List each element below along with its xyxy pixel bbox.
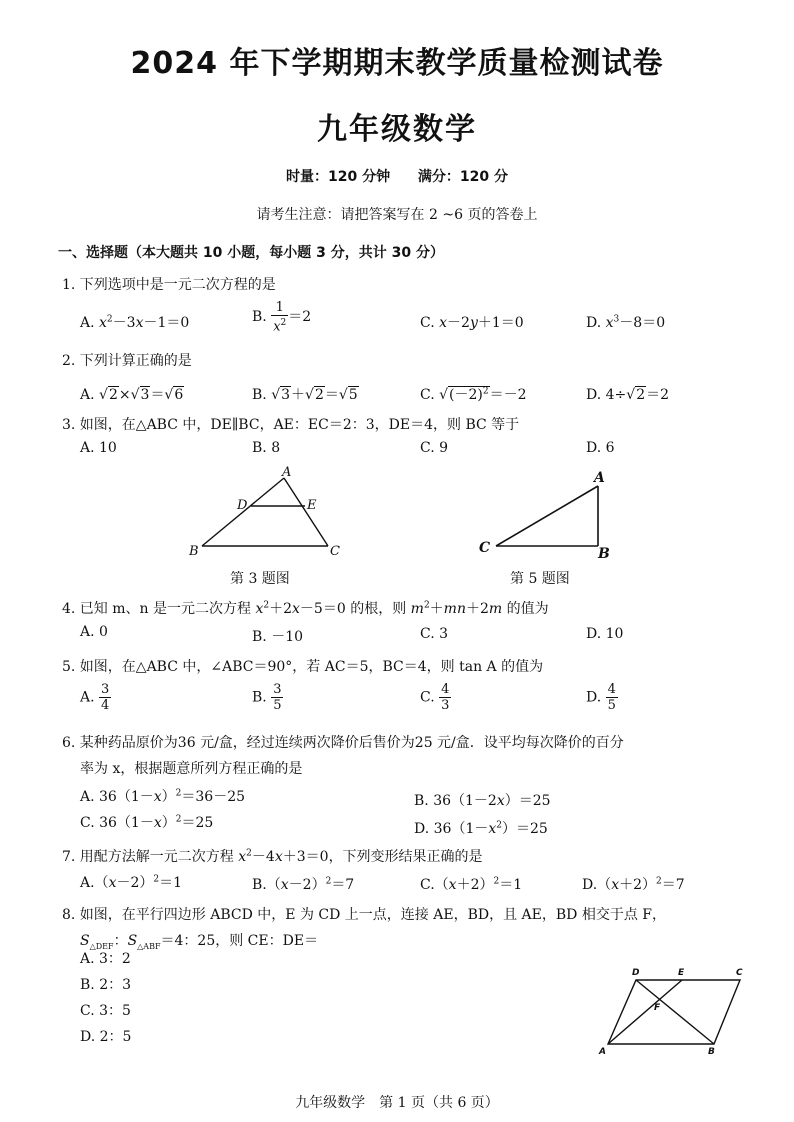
fig8-label-d: D <box>632 968 640 978</box>
fig3-label-a: A <box>282 465 292 480</box>
q7-stem-post: ，下列变形结果正确的是 <box>328 849 483 865</box>
exam-meta <box>0 166 794 186</box>
duration: 时量：120 分钟 <box>286 169 391 185</box>
q7-option-a: $A.(x-2)^2=1$ <box>80 874 183 891</box>
q6-stem-line2: 率为 x，根据题意所列方程正确的是 <box>80 761 303 777</box>
fig8-label-b: B <box>708 1047 715 1057</box>
q5-option-a: A. $\frac{3}{4}$ <box>80 682 110 713</box>
q4-stem-pre: 4. 已知 m、n 是一元二次方程 <box>62 601 256 617</box>
q8-option-d: D. 2：5 <box>80 1029 132 1045</box>
fig5-label-a: A <box>594 470 605 486</box>
q5-stem: 5. 如图，在△ABC 中，∠ABC＝90°，若 AC＝5，BC＝4，则 tan A 的值为 <box>62 659 544 675</box>
q4-stem-end: 的值为 <box>502 601 549 617</box>
figure-5 <box>470 466 620 562</box>
q7-stem: 7. 用配方法解一元二次方程 $x^2-4x+3=0$，下列变形结果正确的是 <box>62 848 483 865</box>
fig8-label-a: A <box>599 1047 606 1057</box>
q8-stem-end: ＝4：25，则 CE：DE＝ <box>160 933 319 949</box>
q1-option-c: C. x－2y＋1＝0 <box>420 315 524 331</box>
q2-option-a: A. √2×√3＝√6 <box>80 387 184 403</box>
q3-stem: 3. 如图，在△ABC 中，DE∥BC，AE：EC＝2：3，DE＝4，则 BC 等于 <box>62 417 520 433</box>
q4-option-b: B. －10 <box>252 629 304 645</box>
q3-option-a: A. 10 <box>80 440 117 456</box>
exam-subject: 九年级数学 <box>317 112 477 147</box>
fig3-label-c: C <box>330 544 340 559</box>
q8-option-c: C. 3：5 <box>80 1003 131 1019</box>
q2-option-c: C. $√(-2)^2=-2$ <box>420 386 527 403</box>
q8-option-b: B. 2：3 <box>80 977 132 993</box>
q1-option-d: D. $x^3-8=0$ <box>586 314 666 331</box>
figure-3 <box>180 462 350 562</box>
q8-option-a: A. 3：2 <box>80 951 131 967</box>
q5-option-c: C. $\frac{4}{3}$ <box>420 682 450 713</box>
q6-option-c: C. $36(1-x)^2=25$ <box>80 814 214 831</box>
q8-ratio-colon: ： <box>113 933 128 949</box>
q7-option-b: $B.(x-2)^2=7$ <box>252 876 355 893</box>
figure-5-caption: 第 5 题图 <box>510 571 570 587</box>
figure-8 <box>590 962 760 1058</box>
q3-option-c: C. 9 <box>420 440 449 456</box>
q4-stem: 4. 已知 m、n 是一元二次方程 $x^2+2x-5=0$ 的根，则 $m^2+mn+2m$ 的值为 <box>62 600 549 617</box>
q6-option-d: D. $36(1-x^2)=25$ <box>414 820 548 837</box>
q2-option-b: B. √3＋√2＝√5 <box>252 387 358 403</box>
fig8-label-c: C <box>736 968 743 978</box>
q7-option-d: $D.(x+2)^2=7$ <box>582 876 685 893</box>
q5-option-b: B. $\frac{3}{5}$ <box>252 682 282 713</box>
q3-option-d: D. 6 <box>586 440 615 456</box>
fig5-label-b: B <box>598 546 610 562</box>
fig3-label-d: D <box>237 498 248 513</box>
q4-option-a: A. 0 <box>80 624 108 640</box>
q6-option-b: B. 36（1－2x）＝25 <box>414 793 551 809</box>
exam-title: 2024 年下学期期末教学质量检测试卷 <box>130 46 664 81</box>
q1-option-a: A. $x^2-3x-1=0$ <box>80 314 190 331</box>
fig8-label-f: F <box>654 1003 661 1013</box>
fig8-segment-ae <box>608 980 682 1044</box>
q7-stem-pre: 7. 用配方法解一元二次方程 <box>62 849 239 865</box>
q7-option-c: $C.(x+2)^2=1$ <box>420 876 523 893</box>
fig5-side-ac <box>496 486 598 546</box>
q1-option-b: B. $\frac{1}{x^2}$ ＝2 <box>252 300 312 335</box>
notice: 请考生注意：请把答案写在 2 ~6 页的答卷上 <box>256 207 538 223</box>
q4-option-d: D. 10 <box>586 626 624 642</box>
q4-option-c: C. 3 <box>420 626 449 642</box>
fig8-label-e: E <box>678 968 685 978</box>
full-score: 满分：120 分 <box>417 169 508 185</box>
q2-stem: 2. 下列计算正确的是 <box>62 353 192 369</box>
q6-stem-line1: 6. 某种药品原价为36 元/盒，经过连续两次降价后售价为25 元/盒．设平均每次降价的百分 <box>62 735 624 751</box>
fig3-label-e: E <box>307 498 317 513</box>
page-footer: 九年级数学 第 1 页（共 6 页） <box>295 1095 499 1111</box>
fig3-label-b: B <box>189 544 199 559</box>
section-title: 一、选择题（本大题共 10 小题，每小题 3 分，共计 30 分） <box>58 245 444 261</box>
q8-stem-line2: $S_{\triangle DEF}$：$S_{\triangle ABF}=4$：25，则 CE：DE＝ <box>80 933 319 951</box>
q6-option-a: A. $36(1-x)^2=36-25$ <box>80 788 246 805</box>
q3-option-b: B. 8 <box>252 440 281 456</box>
figure-3-caption: 第 3 题图 <box>230 571 290 587</box>
fig8-segment-bd <box>636 980 714 1044</box>
q8-stem-line1: 8. 如图，在平行四边形 ABCD 中，E 为 CD 上一点，连接 AE，BD，且 AE，BD 相交于点 F， <box>62 907 667 923</box>
q2-option-d: D. 4÷√2＝2 <box>586 387 670 403</box>
q1-stem: 1. 下列选项中是一元二次方程的是 <box>62 277 276 293</box>
q5-option-d: D. $\frac{4}{5}$ <box>586 682 616 713</box>
fig3-side-ac <box>284 478 328 546</box>
fig5-label-c: C <box>479 540 491 556</box>
q4-stem-post: 的根，则 <box>345 601 411 617</box>
